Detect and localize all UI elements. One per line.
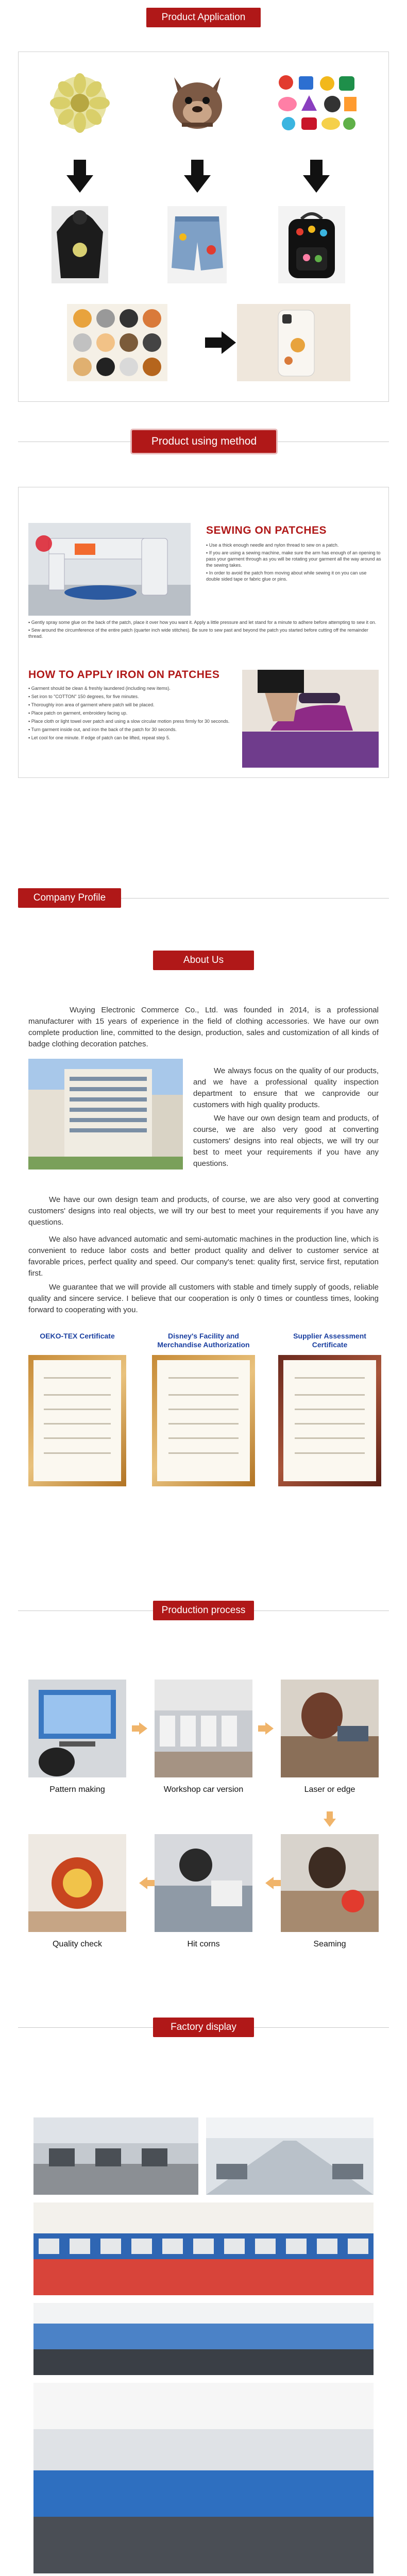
- embroidery-machines-image-1: [33, 2202, 374, 2295]
- hit-corns-image: [155, 1834, 252, 1932]
- iron-steps: [28, 685, 234, 741]
- process-caption: Seaming: [313, 1940, 346, 1948]
- process-caption: Hit corns: [187, 1940, 220, 1948]
- mixed-patches-image: [273, 72, 361, 134]
- right-arrow-icon: [222, 331, 236, 354]
- sewing-step: ▪ Sew around the circumference of the entire patch (quarter inch wide stitches). Be sure to sew past and beyond the patch you started before cutting off the remainder thread.: [28, 628, 368, 639]
- sunflower-patch-image: [49, 72, 111, 134]
- cert-title-supplier: Supplier Assessment Certificate: [293, 1332, 366, 1349]
- sewing-step: ▪ If you are using a sewing machine, make sure the arm has enough of an opening to pass your garment through as you will be rotating your garment all the way around as the sewing takes.: [206, 550, 381, 568]
- cert-title-disney: Disney's Facility and Merchandise Authorization: [157, 1332, 250, 1349]
- cert-title-oeko-tex: OEKO-TEX Certificate: [40, 1332, 115, 1340]
- about-paragraph-5: We also have advanced automatic and semi-automatic machines in the production line, which is convenient to reduce labor costs and better product quality and deliver to customer service at favorable prices, perfect quality and speed. Our company's tenet: quality first, service first, reputation first.: [28, 1235, 379, 1278]
- about-paragraph-3: We have our own design team and products, of course, we are also very good at converting customers' designs into real objects, we will try our best to meet your requirements if you have any questions.: [193, 1114, 379, 1168]
- factory-floor-image: [206, 2117, 374, 2195]
- process-caption: Quality check: [52, 1940, 103, 1948]
- oeko-tex-certificate-image: [28, 1355, 126, 1486]
- company-profile-header: Company Profile: [18, 888, 121, 908]
- factory-display-header: Factory display: [153, 2018, 254, 2037]
- process-caption: Pattern making: [49, 1785, 105, 1794]
- sewing-machine-image: [28, 523, 191, 616]
- process-caption: Laser or edge: [304, 1785, 355, 1794]
- embroidery-machines-image-3: [33, 2383, 374, 2573]
- pattern-making-image: [28, 1680, 126, 1777]
- right-arrow-icon: [139, 1722, 147, 1735]
- production-process-header: Production process: [153, 1601, 254, 1620]
- cat-patches-grid-image: [67, 304, 167, 381]
- backpack-image: [278, 206, 345, 283]
- about-us-header: About Us: [153, 951, 254, 970]
- seaming-image: [281, 1834, 379, 1932]
- factory-building-image: [28, 1059, 183, 1170]
- sewing-step: ▪ Gently spray some glue on the back of the patch, place it over how you want it. Apply a little pressure and let stand for a minute to adhere before attempting to sew it on.: [28, 620, 377, 625]
- about-paragraph-4: We have our own design team and products, of course, we are also very good at converting customers' designs into real objects, we will try our best to meet your requirements if you have any questions.: [28, 1195, 379, 1227]
- left-arrow-icon: [265, 1877, 274, 1889]
- iron-step: ▪ Place cloth or light towel over patch and using a slow circular motion press firmly for 30 seconds.: [28, 719, 230, 724]
- process-caption: Workshop car version: [163, 1785, 244, 1794]
- workshop-car-version-image: [155, 1680, 252, 1777]
- disney-certificate-image: [152, 1355, 255, 1486]
- down-arrow-icon: [303, 175, 330, 193]
- iron-step: ▪ Set iron to "COTTON" 150 degrees, for five minutes.: [28, 694, 139, 699]
- about-paragraph-2: We always focus on the quality of our products, and we have a professional quality inspection department to ensure that we canprovide our customers with high quality products.: [193, 1066, 379, 1109]
- iron-image: [242, 670, 379, 768]
- iron-step: ▪ Garment should be clean & freshly laundered (including new items).: [28, 686, 171, 691]
- sewing-steps-top: [206, 542, 381, 582]
- laser-or-edge-image: [281, 1680, 379, 1777]
- embroidery-machines-image-2: [33, 2303, 374, 2375]
- down-arrow-icon: [184, 175, 211, 193]
- denim-shorts-image: [167, 206, 227, 283]
- sewing-title: SEWING ON PATCHES: [206, 524, 327, 536]
- iron-step: ▪ Let cool for one minute. If edge of patch can be lifted, repeat step 5.: [28, 735, 171, 740]
- left-arrow-icon: [139, 1877, 147, 1889]
- about-paragraph-1: Wuying Electronic Commerce Co., Ltd. was founded in 2014, is a professional manufacturer with 15 years of experience in the field of clothing accessories. We have our own complete production line, committed to the design, production, sales and customization of all kinds of badge clothing decoration patches.: [28, 1006, 379, 1048]
- hoodie-image: [52, 206, 108, 283]
- phone-case-image: [237, 304, 350, 381]
- supplier-certificate-image: [278, 1355, 381, 1486]
- sewing-step: ▪ In order to avoid the patch from moving about while sewing it on you can use double sided tape or fabric glue or pins.: [206, 570, 367, 582]
- sewing-step: ▪ Use a thick enough needle and nylon thread to sew on a patch.: [206, 543, 339, 548]
- quality-check-image: [28, 1834, 126, 1932]
- iron-title: HOW TO APPLY IRON ON PATCHES: [28, 669, 220, 681]
- down-arrow-icon: [66, 175, 93, 193]
- product-using-method-header: Product using method: [132, 430, 276, 453]
- iron-step: ▪ Place patch on garment, embroidery facing up.: [28, 710, 128, 716]
- about-paragraph-6: We guarantee that we will provide all customers with stable and timely supply of goods, reliable quality and sincere service. I believe that our cooperation is only 0 times or countless times, looking forward to cooperating with you.: [28, 1283, 379, 1314]
- iron-step: ▪ Thoroughly iron area of garment where patch will be placed.: [28, 702, 155, 707]
- product-application-header: Product Application: [146, 8, 261, 27]
- iron-step: ▪ Turn garment inside out, and iron the back of the patch for 30 seconds.: [28, 727, 177, 732]
- factory-office-image: [33, 2117, 198, 2195]
- sewing-steps-bottom: [28, 619, 379, 639]
- dog-patch-image: [164, 72, 231, 134]
- right-arrow-icon: [265, 1722, 274, 1735]
- down-arrow-icon: [324, 1819, 336, 1827]
